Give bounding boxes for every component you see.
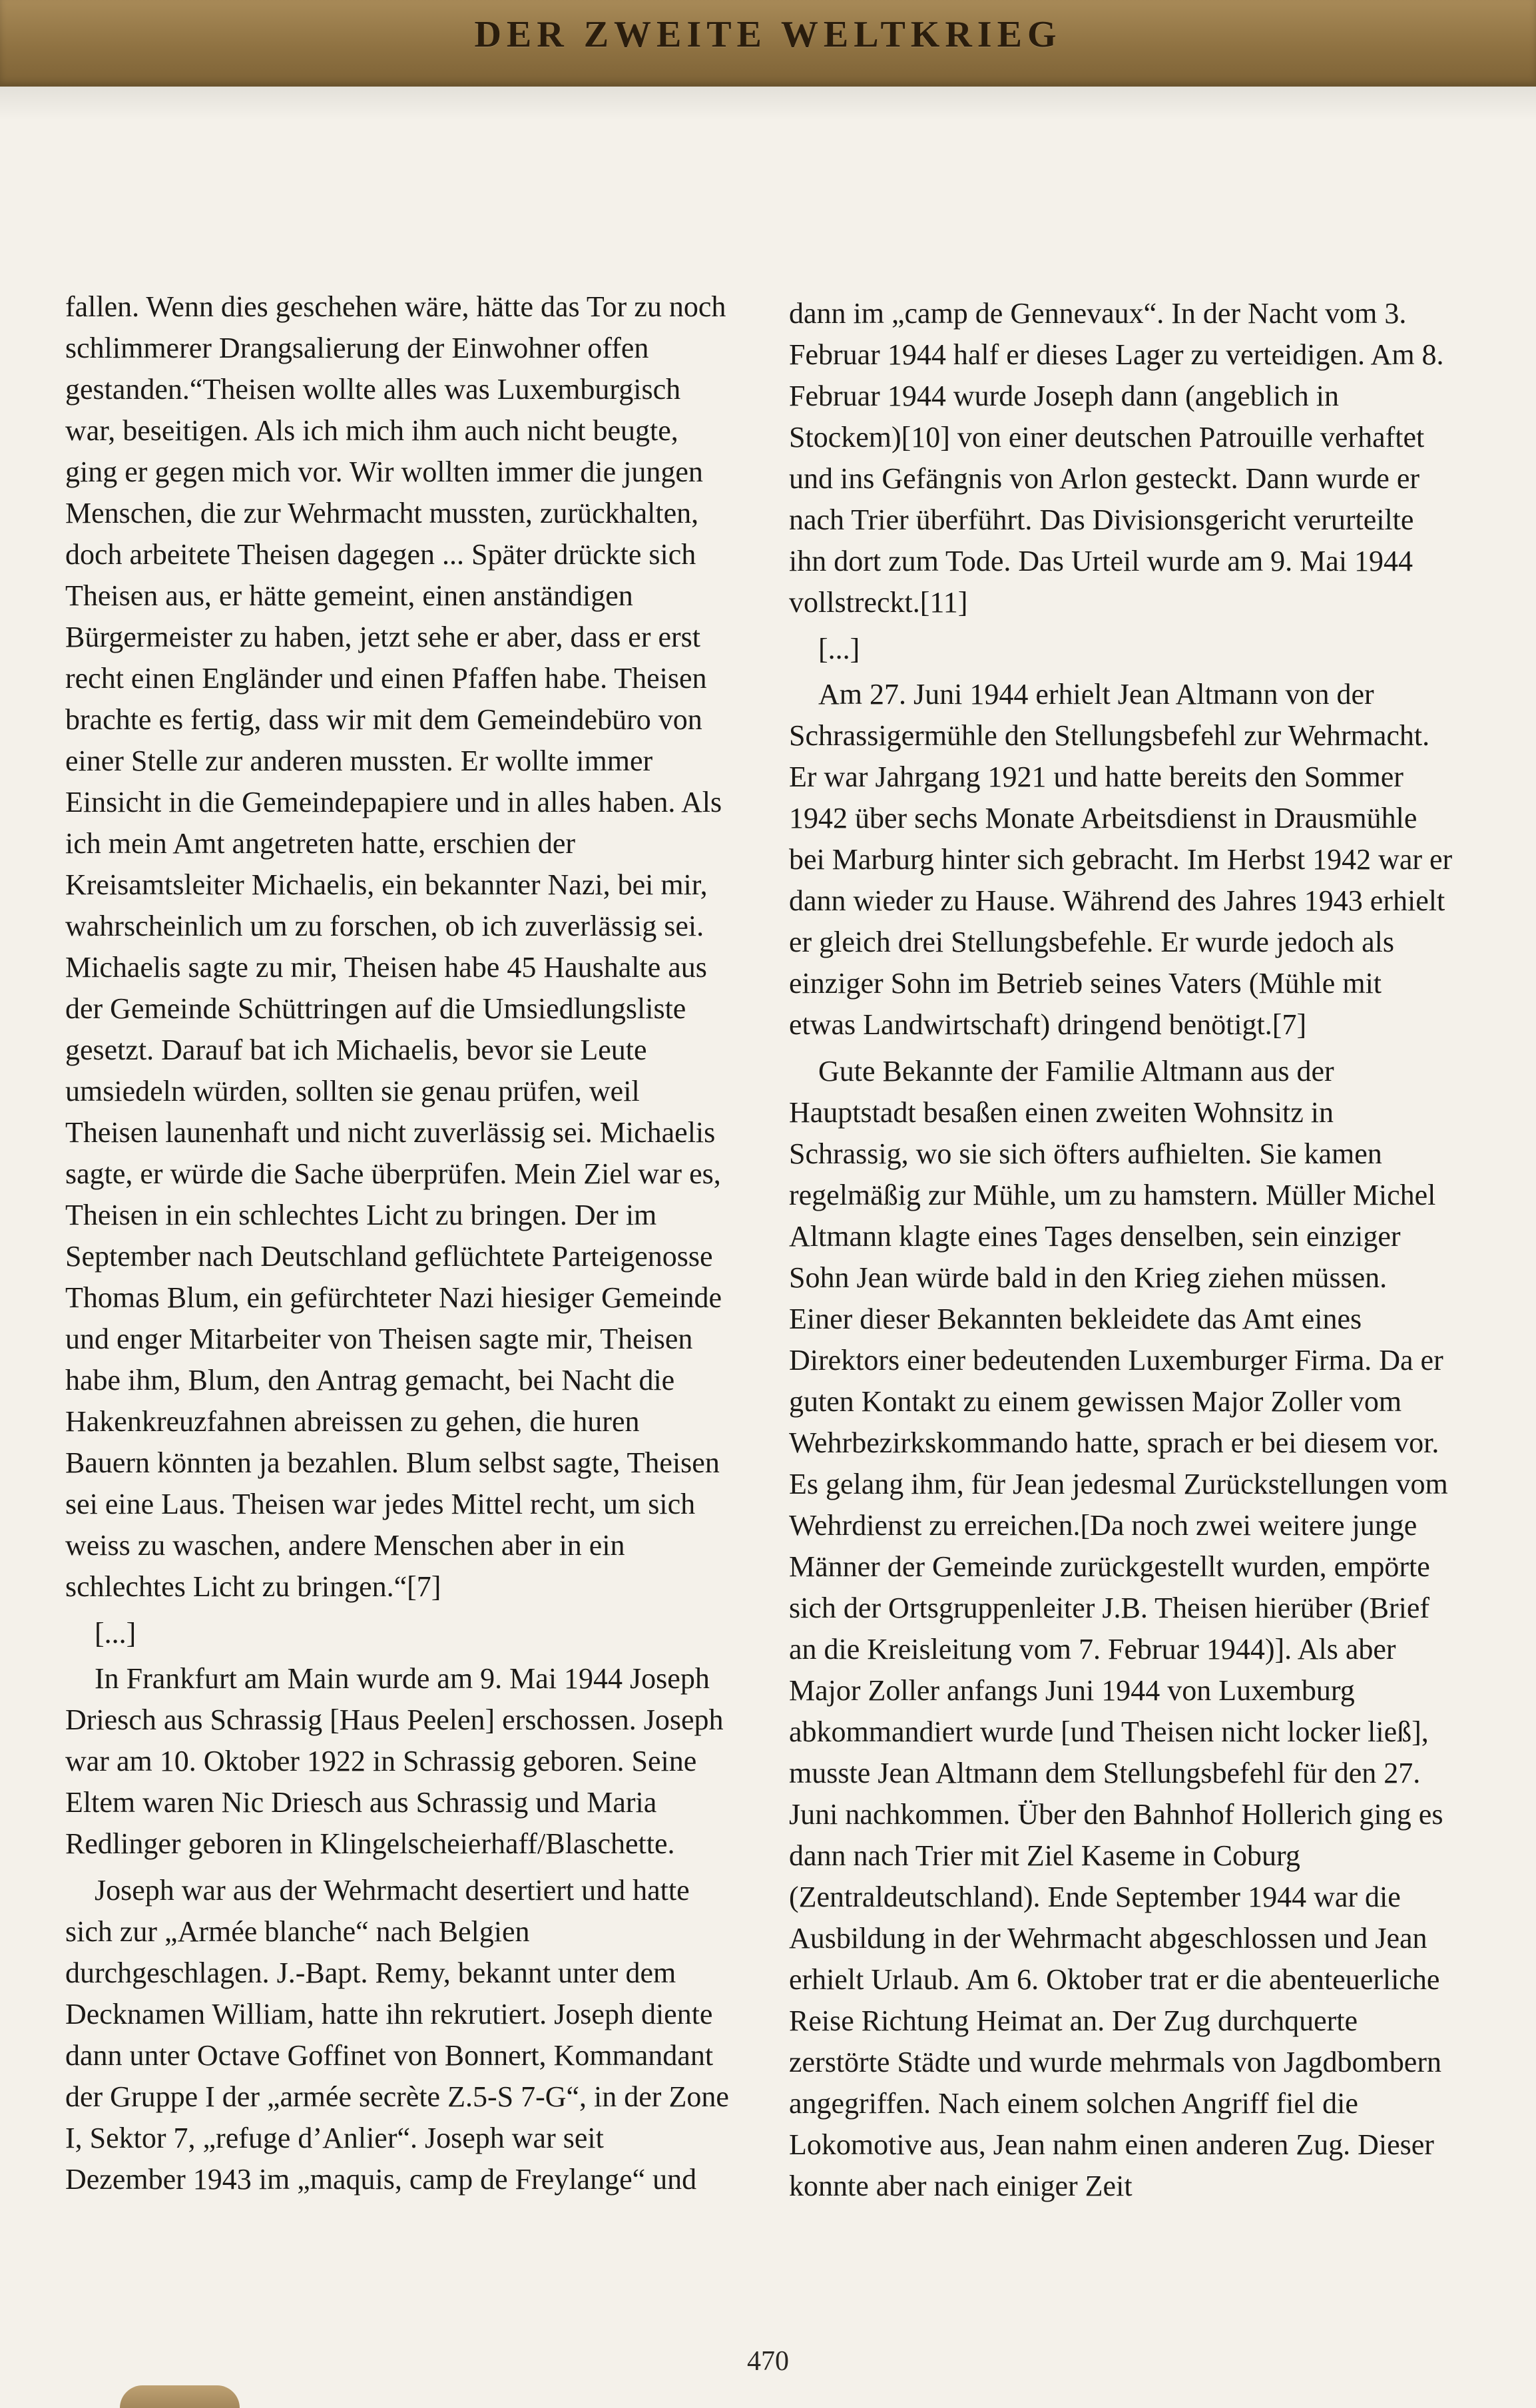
page-shadow [0, 87, 1536, 120]
left-ellipsis: [...] [95, 1617, 136, 1650]
right-paragraph-2: Am 27. Juni 1944 erhielt Jean Altmann von der Schrassigermühle den Stellungsbefehl zur Wehrmacht. Er war Jahrgang 1921 und hatte bereits den Sommer 1942 über sechs Monate Arbeitsdienst in Drausmühle bei Marburg hinter sich gebracht. Im Herbst 1942 war er dann wieder zu Hause. Während des Jahres 1943 erhielt er gleich drei Stellungsbefehle. Er wurde jedoch als einziger Sohn im Betrieb seines Vaters (Mühle mit etwas Landwirtschaft) dringend benötigt.[7] [789, 678, 1453, 1041]
left-paragraph-1: fallen. Wenn dies geschehen wäre, hätte das Tor zu noch schlimmerer Drangsalierung der Einwohner offen gestanden.“Theisen wollte alles was Luxemburgisch war, beseitigen. Als ich mich ihm auch nicht beugte, ging er gegen mich vor. Wir wollten immer die jungen Menschen, die zur Wehrmacht mussten, zurückhalten, doch arbeitete Theisen dagegen ... Später drückte sich Theisen aus, er hätte gemeint, einen anständigen Bürgermeister zu haben, jetzt sehe er aber, dass er erst recht einen Engländer und einen Pfaffen habe. Theisen brachte es fertig, dass wir mit dem Gemeindebüro von einer Stelle zur anderen mussten. Er wollte immer Einsicht in die Gemeindepapiere und in alles haben. Als ich mein Amt angetreten hatte, erschien der Kreisamtsleiter Michaelis, ein bekannter Nazi, bei mir, wahrscheinlich um zu forschen, ob ich zuverlässig sei. Michaelis sagte zu mir, Theisen habe 45 Haushalte aus der Gemeinde Schüttringen auf die Umsiedlungsliste gesetzt. Darauf bat ich Michaelis, bevor sie Leute umsiedeln würden, sollten sie genau prüfen, weil Theisen launenhaft und nicht zuverlässig sei. Michaelis sagte, er würde die Sache überprüfen. Mein Ziel war es, Theisen in ein schlechtes Licht zu bringen. Der im September nach Deutschland geflüchtete Parteigenosse Thomas Blum, ein gefürchteter Nazi hiesiger Gemeinde und enger Mitarbeiter von Theisen sagte mir, Theisen habe ihm, Blum, den Antrag gemacht, bei Nacht die Hakenkreuzfahnen abreissen zu gehen, die huren Bauern könnten ja bezahlen. Blum selbst sagte, Theisen sei eine Laus. Theisen war jedes Mittel recht, um sich weiss zu waschen, andere Menschen aber in ein schlechtes Licht zu bringen.“[7] [65, 290, 726, 1603]
left-paragraph-2: In Frankfurt am Main wurde am 9. Mai 1944 Joseph Driesch aus Schrassig [Haus Peelen] erschossen. Joseph war am 10. Oktober 1922 in Schrassig geboren. Seine Eltem waren Nic Driesch aus Schrassig und Maria Redlinger geboren in Klingelscheierhaff/Blaschette. [65, 1662, 724, 1860]
bottom-ornament [120, 2385, 240, 2408]
chapter-title: DER ZWEITE WELTKRIEG [474, 14, 1062, 55]
left-text-column [65, 286, 731, 2206]
right-paragraph-3: Gute Bekannte der Familie Altmann aus der Hauptstadt besaßen einen zweiten Wohnsitz in Schrassig, wo sie sich öfters aufhielten. Sie kamen regelmäßig zur Mühle, um zu hamstern. Müller Michel Altmann klagte eines Tages denselben, sein einziger Sohn Jean würde bald in den Krieg ziehen müssen. Einer dieser Bekannten bekleidete das Amt eines Direktors einer bedeutenden Luxemburger Firma. Da er guten Kontakt zu einem gewissen Major Zoller vom Wehrbezirkskommando hatte, sprach er bei diesem vor. Es gelang ihm, für Jean jedesmal Zurückstellungen vom Wehrdienst zu erreichen.[Da noch zwei weitere junge Männer der Gemeinde zurückgestellt wurden, empörte sich der Ortsgruppenleiter J.B. Theisen hierüber (Brief an die Kreisleitung vom 7. Februar 1944)]. Als aber Major Zoller anfangs Juni 1944 von Luxemburg abkommandiert wurde [und Theisen nicht locker ließ], musste Jean Altmann dem Stellungsbefehl für den 27. Juni nachkommen. Über den Bahnhof Hollerich ging es dann nach Trier mit Ziel Kaseme in Coburg (Zentraldeutschland). Ende September 1944 war die Ausbildung in der Wehrmacht abgeschlossen und Jean erhielt Urlaub. Am 6. Oktober trat er die abenteuerliche Reise Richtung Heimat an. Der Zug durchquerte zerstörte Städte und wurde mehrmals von Jagdbombern angegriffen. Nach einem solchen Angriff fiel die Lokomotive aus, Jean nahm einen anderen Zug. Dieser konnte aber nach einiger Zeit [789, 1055, 1448, 2202]
right-paragraph-1: dann im „camp de Gennevaux“. In der Nacht vom 3. Februar 1944 half er dieses Lager zu verteidigen. Am 8. Februar 1944 wurde Joseph dann (angeblich in Stockem)[10] von einer deutschen Patrouille verhaftet und ins Gefängnis von Arlon gesteckt. Dann wurde er nach Trier überführt. Das Divisionsgericht verurteilte ihn dort zum Tode. Das Urteil wurde am 9. Mai 1944 vollstreckt.[11] [789, 297, 1444, 619]
page-number: 470 [747, 2346, 789, 2377]
right-text-column [789, 293, 1455, 2212]
right-ellipsis: [...] [818, 633, 860, 665]
left-paragraph-3: Joseph war aus der Wehrmacht desertiert und hatte sich zur „Armée blanche“ nach Belgien durchgeschlagen. J.-Bapt. Remy, bekannt unter dem Decknamen William, hatte ihn rekrutiert. Joseph diente dann unter Octave Goffinet von Bonnert, Kommandant der Gruppe I der „armée secrète Z.5-S 7-G“, in der Zone I, Sektor 7, „refuge d’Anlier“. Joseph war seit Dezember 1943 im „maquis, camp de Freylange“ und [65, 1874, 729, 2196]
